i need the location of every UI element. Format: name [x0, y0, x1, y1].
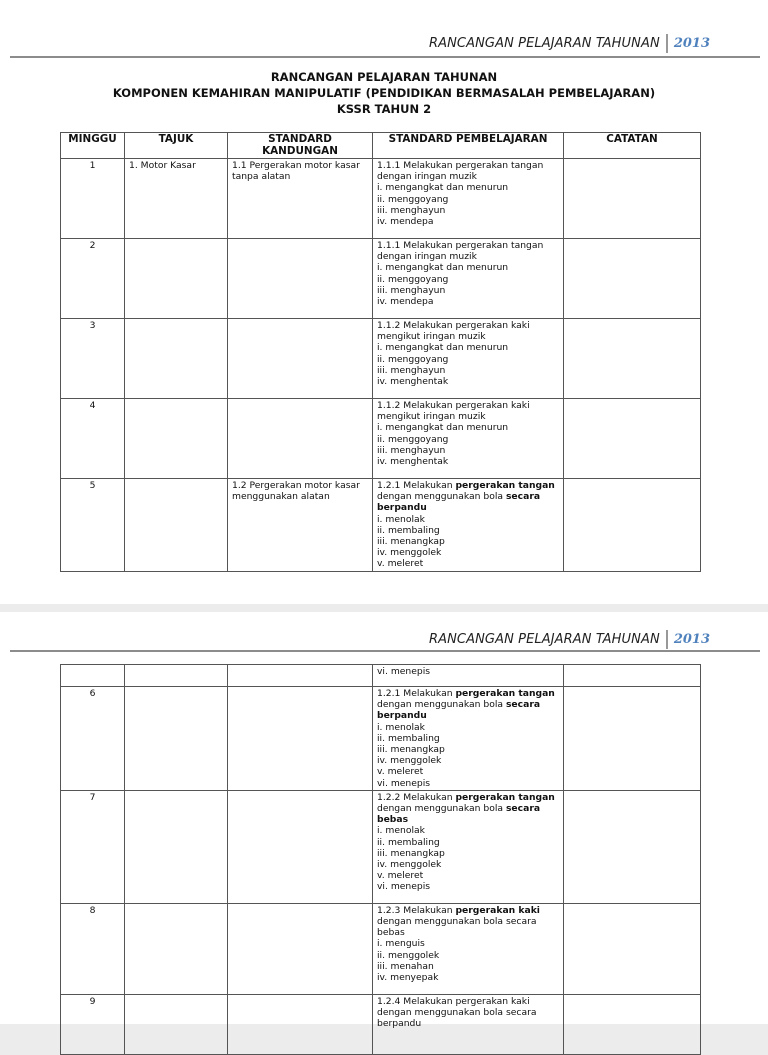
- table-row: [61, 399, 701, 479]
- col-header-minggu: MINGGU: [61, 133, 125, 159]
- cell-standard-kandungan: [228, 903, 373, 994]
- header-separator: [666, 630, 668, 649]
- cell-catatan: [564, 319, 701, 399]
- cell-standard-pembelajaran: [373, 687, 564, 791]
- list-item: iii. menangkap: [377, 536, 445, 548]
- text-run: 1.1.2 Melakukan pergerakan kaki mengikut iringan muzik: [377, 400, 530, 423]
- table-row: [61, 687, 701, 791]
- list-item: vi. menepis: [377, 666, 431, 677]
- doc-title-2: KOMPONEN KEMAHIRAN MANIPULATIF (PENDIDIKAN BERMASALAH PEMBELAJARAN): [112, 86, 656, 100]
- bold-phrase: pergerakan tangan: [455, 791, 555, 803]
- text-run: dengan menggunakan bola: [377, 491, 506, 503]
- doc-title-1: RANCANGAN PELAJARAN TAHUNAN: [270, 70, 498, 84]
- list-item: iv. menggolek: [377, 755, 442, 767]
- list-item: ii. menggoyang: [377, 193, 449, 205]
- cell-minggu: 7: [61, 790, 125, 903]
- list-item: i. mengangkat dan menurun: [377, 262, 509, 274]
- cell-standard-pembelajaran: [373, 239, 564, 319]
- cell-tajuk: [125, 479, 228, 572]
- header-separator: [666, 34, 668, 53]
- list-item: ii. menggoyang: [377, 273, 449, 285]
- bold-phrase: secara berpandu: [377, 699, 541, 722]
- list-item: i. menolak: [377, 825, 425, 837]
- list-item: ii. membaling: [377, 524, 440, 536]
- learning-standard-text: [377, 240, 559, 262]
- cell-tajuk: [125, 399, 228, 479]
- list-item: i. menolak: [377, 513, 425, 525]
- cell-catatan: [564, 239, 701, 319]
- text-run: dengan menggunakan bola: [377, 699, 506, 711]
- list-item: iii. menangkap: [377, 744, 445, 756]
- cell-tajuk: [125, 903, 228, 994]
- cell-standard-kandungan: 1.1 Pergerakan motor kasar tanpa alatan: [228, 159, 373, 239]
- cell-minggu: 9: [61, 994, 125, 1054]
- header-rule: [10, 650, 760, 652]
- list-item: i. mengangkat dan menurun: [377, 182, 509, 194]
- cell-minggu: 2: [61, 239, 125, 319]
- list-item: v. meleret: [377, 558, 424, 570]
- list-item: iv. menghentak: [377, 456, 449, 468]
- col-header-standard-kandungan: STANDARD KANDUNGAN: [228, 133, 373, 159]
- table-row: [61, 319, 701, 399]
- cell-standard-pembelajaran: [373, 399, 564, 479]
- text-run: 1.2.3 Melakukan: [377, 904, 456, 916]
- cell-standard-pembelajaran: [373, 790, 564, 903]
- cell-tajuk: 1. Motor Kasar: [125, 159, 228, 239]
- list-item: iii. menghayun: [377, 284, 446, 296]
- learning-standard-text: [377, 480, 559, 514]
- list-item: v. meleret: [377, 766, 424, 778]
- col-header-tajuk: TAJUK: [125, 133, 228, 159]
- bold-phrase: secara berpandu: [377, 491, 541, 514]
- header-title: RANCANGAN PELAJARAN TAHUNAN: [428, 36, 660, 51]
- learning-standard-text: [377, 320, 559, 342]
- list-item: iv. menyepak: [377, 972, 439, 984]
- table-row: [61, 159, 701, 239]
- list-item: iv. menggolek: [377, 859, 442, 871]
- cell-minggu: 4: [61, 399, 125, 479]
- cell-standard-pembelajaran: [373, 159, 564, 239]
- cell-catatan: [564, 687, 701, 791]
- text-run: 1.2.1 Melakukan: [377, 480, 456, 491]
- cell-catatan: [564, 903, 701, 994]
- learning-standard-text: [377, 905, 559, 939]
- list-item: iv. mendepa: [377, 296, 434, 308]
- learning-standard-text: [377, 688, 559, 722]
- lesson-plan-table-continued: [60, 664, 701, 1055]
- bold-phrase: pergerakan kaki: [455, 904, 540, 916]
- text-run: dengan menggunakan bola: [377, 803, 506, 815]
- list-item: ii. menggoyang: [377, 353, 449, 365]
- cell-catatan: [564, 994, 701, 1054]
- text-run: 1.1.1 Melakukan pergerakan tangan dengan iringan muzik: [377, 240, 544, 263]
- cell-minggu: 8: [61, 903, 125, 994]
- learning-standard-text: [377, 792, 559, 826]
- table-row: [61, 239, 701, 319]
- cell-standard-pembelajaran: [373, 319, 564, 399]
- bold-phrase: pergerakan tangan: [455, 480, 555, 491]
- cell-tajuk: [125, 994, 228, 1054]
- table-row: [61, 665, 701, 687]
- list-item: iv. menghentak: [377, 376, 449, 388]
- list-item: vi. menepis: [377, 881, 431, 893]
- header-title: RANCANGAN PELAJARAN TAHUNAN: [428, 632, 660, 647]
- cell-standard-kandungan: 1.2 Pergerakan motor kasar menggunakan alatan: [228, 479, 373, 572]
- cell-minggu: [61, 665, 125, 687]
- cell-catatan: [564, 479, 701, 572]
- lesson-plan-table: [60, 132, 701, 572]
- list-item: ii. membaling: [377, 732, 440, 744]
- cell-catatan: [564, 399, 701, 479]
- list-item: iii. menghayun: [377, 444, 446, 456]
- list-item: ii. membaling: [377, 836, 440, 848]
- col-header-catatan: CATATAN: [564, 133, 701, 159]
- list-item: ii. menggoyang: [377, 433, 449, 445]
- cell-standard-kandungan: [228, 994, 373, 1054]
- cell-standard-kandungan: [228, 665, 373, 687]
- list-item: v. meleret: [377, 870, 424, 882]
- cell-standard-kandungan: [228, 399, 373, 479]
- cell-catatan: [564, 790, 701, 903]
- list-item: iii. menahan: [377, 960, 434, 972]
- cell-standard-pembelajaran: [373, 479, 564, 572]
- list-item: i. mengangkat dan menurun: [377, 342, 509, 354]
- cell-standard-kandungan: [228, 687, 373, 791]
- cell-tajuk: [125, 239, 228, 319]
- list-item: i. menguis: [377, 938, 425, 950]
- cell-tajuk: [125, 665, 228, 687]
- cell-standard-kandungan: [228, 319, 373, 399]
- cell-catatan: [564, 159, 701, 239]
- text-run: 1.2.1 Melakukan: [377, 688, 456, 699]
- cell-standard-pembelajaran: [373, 994, 564, 1054]
- doc-title-3: KSSR TAHUN 2: [336, 102, 432, 116]
- cell-minggu: 5: [61, 479, 125, 572]
- text-run: 1.1.2 Melakukan pergerakan kaki mengikut iringan muzik: [377, 320, 530, 343]
- cell-standard-kandungan: [228, 239, 373, 319]
- list-item: iv. mendepa: [377, 216, 434, 228]
- list-item: iv. menggolek: [377, 547, 442, 559]
- header-year: 2013: [673, 36, 710, 51]
- table-row: [61, 903, 701, 994]
- text-run: 1.2.2 Melakukan: [377, 791, 456, 803]
- cell-catatan: [564, 665, 701, 687]
- learning-standard-text: [377, 160, 559, 182]
- document-page-2: [0, 612, 768, 1030]
- bold-phrase: secara bebas: [377, 803, 541, 826]
- list-item: iii. menangkap: [377, 847, 445, 859]
- header-year: 2013: [673, 632, 710, 647]
- cell-tajuk: [125, 319, 228, 399]
- list-item: iii. menghayun: [377, 204, 446, 216]
- table-row: [61, 479, 701, 572]
- cell-standard-pembelajaran: [373, 903, 564, 994]
- list-item: i. mengangkat dan menurun: [377, 422, 509, 434]
- page-header: [429, 34, 710, 53]
- list-item: ii. menggolek: [377, 949, 440, 961]
- list-item: vi. menepis: [377, 777, 431, 789]
- list-item: iii. menghayun: [377, 364, 446, 376]
- cell-minggu: 3: [61, 319, 125, 399]
- cell-tajuk: [125, 790, 228, 903]
- cell-standard-pembelajaran: [373, 665, 564, 687]
- document-titles: [0, 69, 768, 117]
- cell-standard-kandungan: [228, 790, 373, 903]
- cell-minggu: 6: [61, 687, 125, 791]
- table-row: [61, 994, 701, 1054]
- bold-phrase: pergerakan tangan: [455, 688, 555, 699]
- cell-minggu: 1: [61, 159, 125, 239]
- text-run: 1.1.1 Melakukan pergerakan tangan dengan iringan muzik: [377, 160, 544, 183]
- text-run: 1.2.4 Melakukan pergerakan kaki dengan menggunakan bola secara berpandu: [377, 995, 537, 1030]
- table-row: [61, 790, 701, 903]
- table-header-row: [61, 133, 701, 159]
- learning-standard-text: [377, 996, 559, 1030]
- text-run: dengan menggunakan bola secara bebas: [377, 916, 537, 939]
- cell-tajuk: [125, 687, 228, 791]
- learning-standard-text: [377, 400, 559, 422]
- page-header-2: [429, 630, 710, 649]
- col-header-standard-pembelajaran: STANDARD PEMBELAJARAN: [373, 133, 564, 159]
- list-item: i. menolak: [377, 721, 425, 733]
- header-rule: [10, 56, 760, 58]
